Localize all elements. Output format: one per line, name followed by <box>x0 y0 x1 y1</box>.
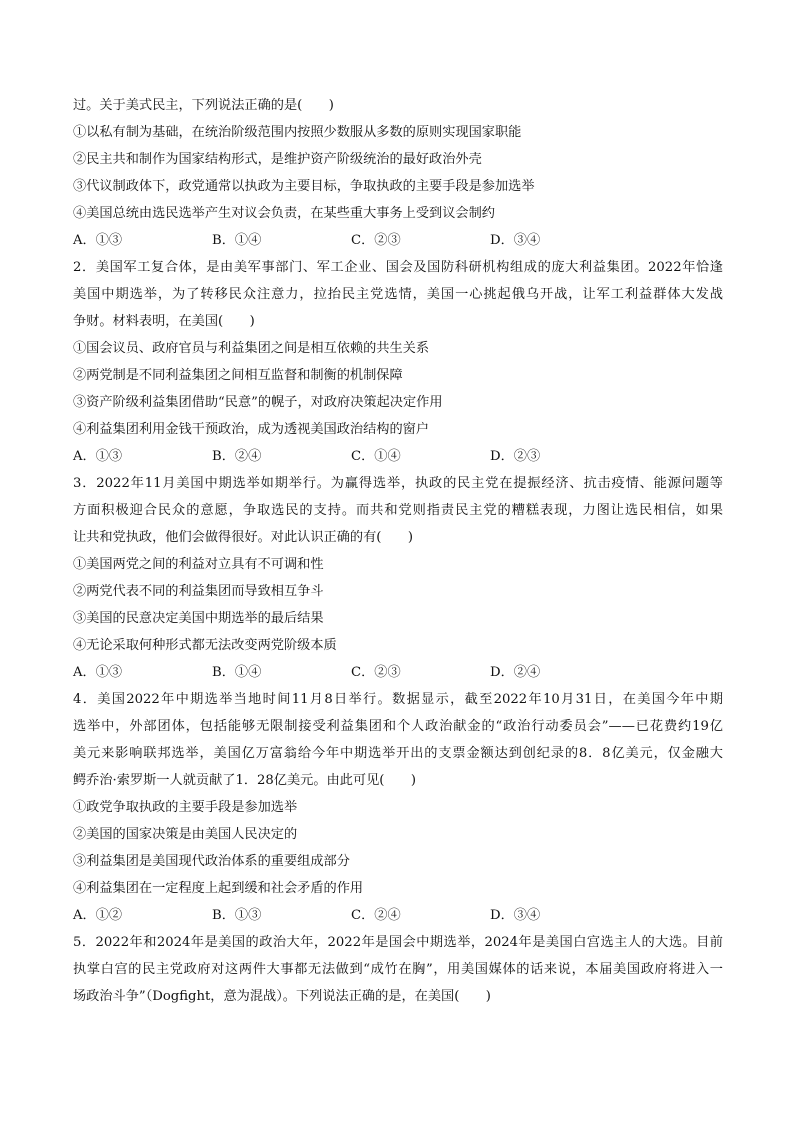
question-5-block <box>73 929 723 1010</box>
question-3-stem-line: 让共和党执政，他们会做得很好。对此认识正确的有( ) <box>73 530 413 545</box>
option-c[interactable]: C．②③ <box>351 233 401 248</box>
question-2-stem-line: 2．美国军工复合体，是由美军事部门、军工企业、国会及国防科研机构组成的庞大利益集团。2022年恰逢 <box>73 260 723 275</box>
statement-2: ②两党制是不同利益集团之间相互监督和制衡的机制保障 <box>73 368 403 383</box>
question-2-stem-line: 争财。材料表明，在美国( ) <box>73 314 255 329</box>
statement-4: ④利益集团利用金钱干预政治，成为透视美国政治结构的窗户 <box>73 422 430 437</box>
question-1-block <box>73 92 723 254</box>
statement-3: ③资产阶级利益集团借助“民意”的幌子，对政府决策起决定作用 <box>73 395 443 410</box>
answer-options <box>73 902 723 929</box>
question-1-stem-line: 过。关于美式民主，下列说法正确的是( ) <box>73 98 334 113</box>
statement-3: ③利益集团是美国现代政治体系的重要组成部分 <box>73 854 350 869</box>
question-5-stem-line: 执掌白宫的民主党政府对这两件大事都无法做到“成竹在胸”，用美国媒体的话来说，本届美国政府将进入一 <box>73 962 723 977</box>
answer-options <box>73 659 723 686</box>
statement-1: ①国会议员、政府官员与利益集团之间是相互依赖的共生关系 <box>73 341 430 356</box>
option-d[interactable]: D．③④ <box>490 908 541 923</box>
statement-2: ②两党代表不同的利益集团而导致相互争斗 <box>73 584 324 599</box>
statement-4: ④美国总统由选民选举产生对议会负责，在某些重大事务上受到议会制约 <box>73 206 495 221</box>
option-b[interactable]: B．①③ <box>212 908 262 923</box>
question-5-stem-line: 5．2022年和2024年是美国的政治大年，2022年是国会中期选举，2024年是美国白宫选主人的大选。目前 <box>73 935 723 950</box>
option-b[interactable]: B．①④ <box>212 665 262 680</box>
statement-1: ①美国两党之间的利益对立具有不可调和性 <box>73 557 324 572</box>
option-c[interactable]: C．②③ <box>351 665 401 680</box>
question-5-stem-line: 场政治斗争”（Dogfight，意为混战）。下列说法正确的是，在美国( ) <box>73 989 491 1004</box>
statement-1: ①政党争取执政的主要手段是参加选举 <box>73 800 298 815</box>
option-c[interactable]: C．①④ <box>351 449 401 464</box>
question-3-block <box>73 470 723 686</box>
option-a[interactable]: A．①③ <box>73 449 123 464</box>
option-d[interactable]: D．③④ <box>490 233 541 248</box>
answer-options <box>73 227 723 254</box>
option-a[interactable]: A．①③ <box>73 665 123 680</box>
question-4-stem-line: 鳄乔治·索罗斯一人就贡献了1．28亿美元。由此可见( ) <box>73 773 416 788</box>
question-3-stem-line: 3．2022年11月美国中期选举如期举行。为赢得选举，执政的民主党在提振经济、抗击疫情、能源问题等 <box>73 476 723 491</box>
question-3-stem-line: 方面积极迎合民众的意愿，争取选民的支持。而共和党则指责民主党的糟糕表现，力图让选民相信，如果 <box>73 503 723 518</box>
statement-4: ④无论采取何种形式都无法改变两党阶级本质 <box>73 638 337 653</box>
option-c[interactable]: C．②④ <box>351 908 401 923</box>
option-b[interactable]: B．②④ <box>212 449 262 464</box>
option-b[interactable]: B．①④ <box>212 233 262 248</box>
question-4-block <box>73 686 723 929</box>
question-4-stem-line: 4．美国2022年中期选举当地时间11月8日举行。数据显示，截至2022年10月31日，在美国今年中期 <box>73 692 723 707</box>
exam-page <box>73 92 723 1010</box>
statement-3: ③代议制政体下，政党通常以执政为主要目标，争取执政的主要手段是参加选举 <box>73 179 535 194</box>
option-d[interactable]: D．②④ <box>490 665 541 680</box>
option-a[interactable]: A．①③ <box>73 233 123 248</box>
statement-3: ③美国的民意决定美国中期选举的最后结果 <box>73 611 324 626</box>
statement-4: ④利益集团在一定程度上起到缓和社会矛盾的作用 <box>73 881 364 896</box>
statement-2: ②美国的国家决策是由美国人民决定的 <box>73 827 298 842</box>
question-2-stem-line: 美国中期选举，为了转移民众注意力，拉抬民主党选情，美国一心挑起俄乌开战，让军工利益群体大发战 <box>73 287 723 302</box>
question-4-stem-line: 美元来影响联邦选举，美国亿万富翁给今年中期选举开出的支票金额达到创纪录的8．8亿美元，仅金融大 <box>73 746 723 761</box>
statement-2: ②民主共和制作为国家结构形式，是维护资产阶级统治的最好政治外壳 <box>73 152 482 167</box>
question-2-block <box>73 254 723 470</box>
option-d[interactable]: D．②③ <box>490 449 541 464</box>
statement-1: ①以私有制为基础，在统治阶级范围内按照少数服从多数的原则实现国家职能 <box>73 125 522 140</box>
answer-options <box>73 443 723 470</box>
option-a[interactable]: A．①② <box>73 908 123 923</box>
question-4-stem-line: 选举中，外部团体，包括能够无限制接受利益集团和个人政治献金的“政治行动委员会”——已花费约19亿 <box>73 719 723 734</box>
